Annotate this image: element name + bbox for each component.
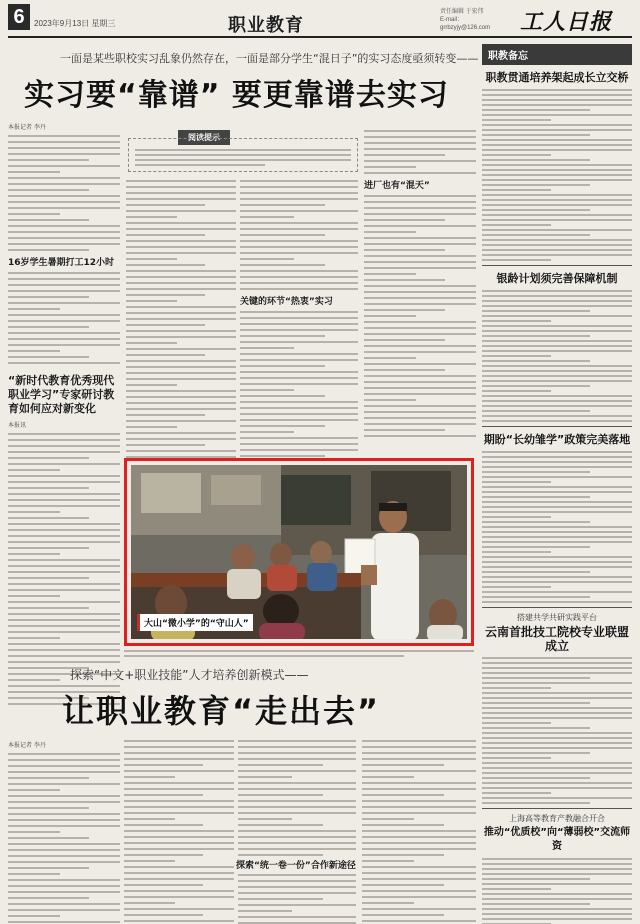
- page-number: 6: [8, 4, 30, 30]
- newspaper-logo: 工人日报: [520, 9, 613, 35]
- divider: [482, 426, 632, 427]
- masthead: [0, 0, 640, 36]
- top-story-subhead-3: 进厂也有“混天”: [364, 181, 430, 191]
- column-header: [482, 44, 632, 65]
- masthead-meta: [440, 8, 500, 32]
- right-item-5-title: 推动“优质校”向“薄弱校”交流师资: [483, 827, 631, 852]
- right-item-4-kicker: 搭建共学共研实践平台: [517, 613, 597, 622]
- editor-note-title: 阅读提示: [178, 130, 230, 145]
- left-story-byline: 本报讯: [8, 422, 27, 429]
- top-story-column-1: [8, 122, 120, 709]
- email-line: E-mail：grrbzyjy@126.com: [440, 17, 491, 31]
- masthead-rule: [8, 36, 632, 38]
- issue-date: 2023年9月13日 星期三: [34, 19, 116, 28]
- right-item-1-title: 职教贯通培养架起成长立交桥: [485, 71, 629, 84]
- top-story-headline: 实习要“靠谱” 要更靠谱去实习: [24, 78, 449, 113]
- top-story-subhead-1: 16岁学生暑期打工12小时: [8, 258, 115, 268]
- divider: [482, 265, 632, 266]
- bottom-story-subhead-1: 探索“统一卷一份”合作新途径: [236, 861, 356, 871]
- editor-line: 责任编辑 于宏伟: [440, 9, 484, 15]
- column-header-label: 职教备忘: [488, 51, 528, 62]
- top-story-column-2: [126, 180, 236, 462]
- bottom-story-headline: 让职业教育“走出去”: [62, 692, 381, 730]
- top-story-byline: 本报记者 李丹: [8, 124, 46, 131]
- top-story-column-3: [240, 180, 358, 461]
- section-title: 职业教育: [228, 15, 304, 36]
- right-item-4-title: 云南首批技工院校专业联盟成立: [484, 625, 629, 653]
- top-story-column-4: [364, 130, 476, 441]
- bottom-story-column-1: [8, 740, 120, 924]
- divider: [482, 607, 632, 608]
- top-story-subhead-2: 关键的环节“热衷”实习: [240, 297, 333, 307]
- photo-caption: 大山“微小学”的“守山人”: [137, 614, 253, 631]
- highlighted-photo[interactable]: [124, 458, 474, 646]
- classroom-photo: [131, 465, 467, 639]
- photo-credit-lines: [124, 650, 474, 660]
- left-story-headline: “新时代教育优秀现代职业学习”专家研讨教育如何应对新变化: [8, 374, 115, 415]
- divider: [482, 808, 632, 809]
- editor-note-box: [128, 138, 358, 172]
- bottom-story-column-4: [362, 740, 476, 924]
- bottom-story-column-2: [124, 740, 234, 924]
- right-item-3-title: 期盼“长幼雏学”政策完美落地: [483, 433, 631, 446]
- bottom-story-kicker: 探索“中文+职业技能”人才培养创新模式——: [70, 668, 309, 682]
- top-story-kicker: 一面是某些职校实习乱象仍然存在，一面是部分学生“混日子”的实习态度亟须转变——: [60, 52, 479, 65]
- right-column: [482, 44, 632, 924]
- right-item-5-kicker: 上海高等教育产教融合开合: [509, 814, 605, 823]
- right-item-2-title: 银龄计划须完善保障机制: [496, 272, 618, 285]
- bottom-story-byline: 本报记者 李丹: [8, 742, 46, 749]
- bottom-story-column-3b: [238, 874, 356, 924]
- bottom-story-column-3: [238, 740, 356, 860]
